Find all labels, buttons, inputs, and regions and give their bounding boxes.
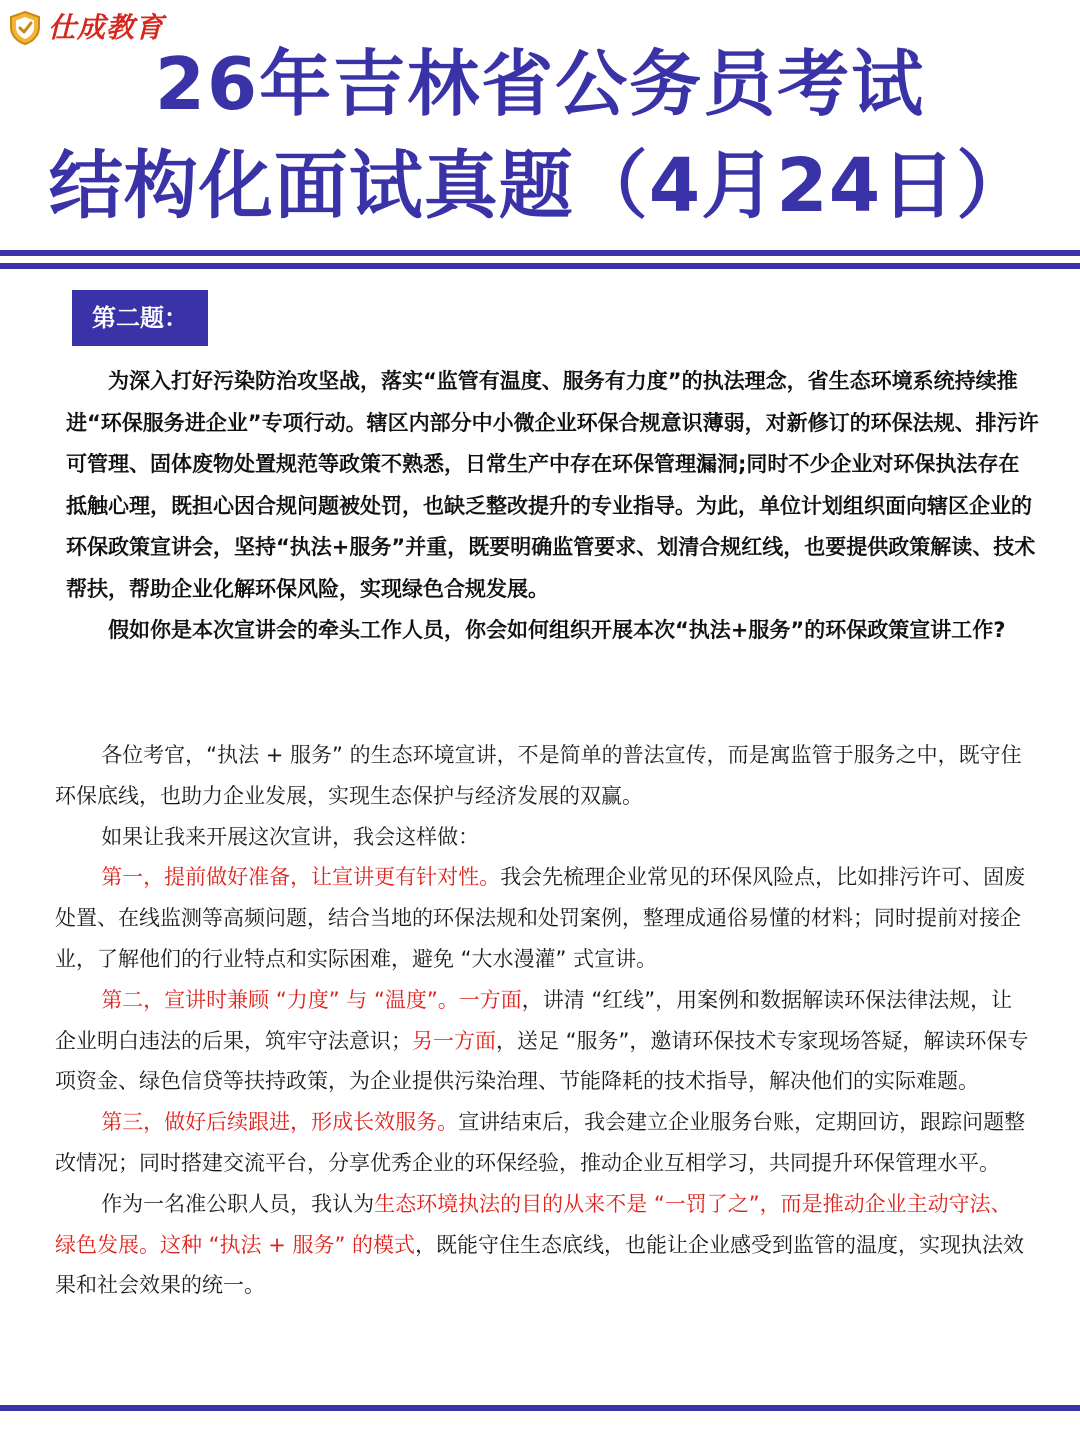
point-2-heading: 第二，宣讲时兼顾 “力度” 与 “温度”。一方面 [101, 987, 522, 1012]
answer-point-1 [55, 857, 1030, 979]
point-3-text: 宣讲结束后，我会建立企业服务台账，定期回访，跟踪问题整改情况；同时搭建交流平台，分享优秀企业的环保经验，推动企业互相学习，共同提升环保管理水平。 [55, 1110, 1026, 1175]
point-2-text-b: ，送足 “服务”，邀请环保技术专家现场答疑，解读环保专项资金、绿色信贷等扶持政策，为企业提供污染治理、节能降耗的技术指导，解决他们的实际难题。 [55, 1028, 1029, 1094]
page-title-line1: 26年吉林省公务员考试 [154, 42, 926, 126]
footer-divider [0, 1405, 1080, 1411]
question-paragraph: 为深入打好污染防治攻坚战，落实“监管有温度、服务有力度”的执法理念，省生态环境系统持续推进“环保服务进企业”专项行动。辖区内部分中小微企业环保合规意识薄弱，对新修订的环保法规、排污许可管理、固体废物处置规范等政策不熟悉，日常生产中存在环保管理漏洞;同时不少企业对环保执法存在抵触心理，既担心因合规问题被处罚，也缺乏整改提升的专业指导。为此，单位计划组织面向辖区企业的环保政策宣讲会，坚持“执法+服务”并重，既要明确监管要求、划清合规红线，也要提供政策解读、技术帮扶，帮助企业化解环保风险，实现绿色合规发展。 [66, 369, 1039, 601]
conclusion-text-a: 作为一名准公职人员，我认为 [101, 1191, 375, 1216]
answer-body [55, 735, 1030, 1306]
point-2-text-a: ，讲清 “红线”，用案例和数据解读环保法律法规，让企业明白违法的后果，筑牢守法意识； [55, 987, 1013, 1053]
point-2-subheading: 另一方面 [412, 1028, 496, 1053]
answer-point-2 [55, 980, 1030, 1102]
point-1-text: 我会先梳理企业常见的环保风险点，比如排污许可、固废处置、在线监测等高频问题，结合当地的环保法规和处罚案例，整理成通俗易懂的材料；同时提前对接企业，了解他们的行业特点和实际困难，避免 “大水漫灌” 式宣讲。 [55, 865, 1026, 971]
point-3-heading: 第三，做好后续跟进，形成长效服务。 [101, 1110, 459, 1135]
conclusion-text-b: ，既能守住生态底线，也能让企业感受到监管的温度，实现执法效果和社会效果的统一。 [55, 1232, 1025, 1298]
page-title-line2: 结构化面试真题（4月24日） [48, 143, 1032, 229]
question-label-badge: 第二题： [72, 290, 208, 346]
point-1-heading: 第一，提前做好准备，让宣讲更有针对性。 [101, 865, 501, 890]
answer-point-3 [55, 1102, 1030, 1184]
conclusion-highlight: 生态环境执法的目的从来不是 “一罚了之”，而是推动企业主动守法、绿色发展。这种 “执法 + 服务” 的模式 [55, 1191, 1012, 1257]
header-divider-bottom [0, 263, 1080, 269]
answer-conclusion [55, 1184, 1030, 1306]
question-body [66, 361, 1040, 652]
answer-lead: 如果让我来开展这次宣讲，我会这样做： [101, 824, 480, 849]
header-divider-top [0, 250, 1080, 256]
brand-name: 仕成教育 [48, 11, 165, 44]
answer-intro: 各位考官，“执法 + 服务” 的生态环境宣讲，不是简单的普法宣传，而是寓监管于服务之中，既守住环保底线，也助力企业发展，实现生态保护与经济发展的双赢。 [55, 743, 1022, 808]
question-prompt: 假如你是本次宣讲会的牵头工作人员，你会如何组织开展本次“执法+服务”的环保政策宣讲工作? [108, 618, 1006, 642]
